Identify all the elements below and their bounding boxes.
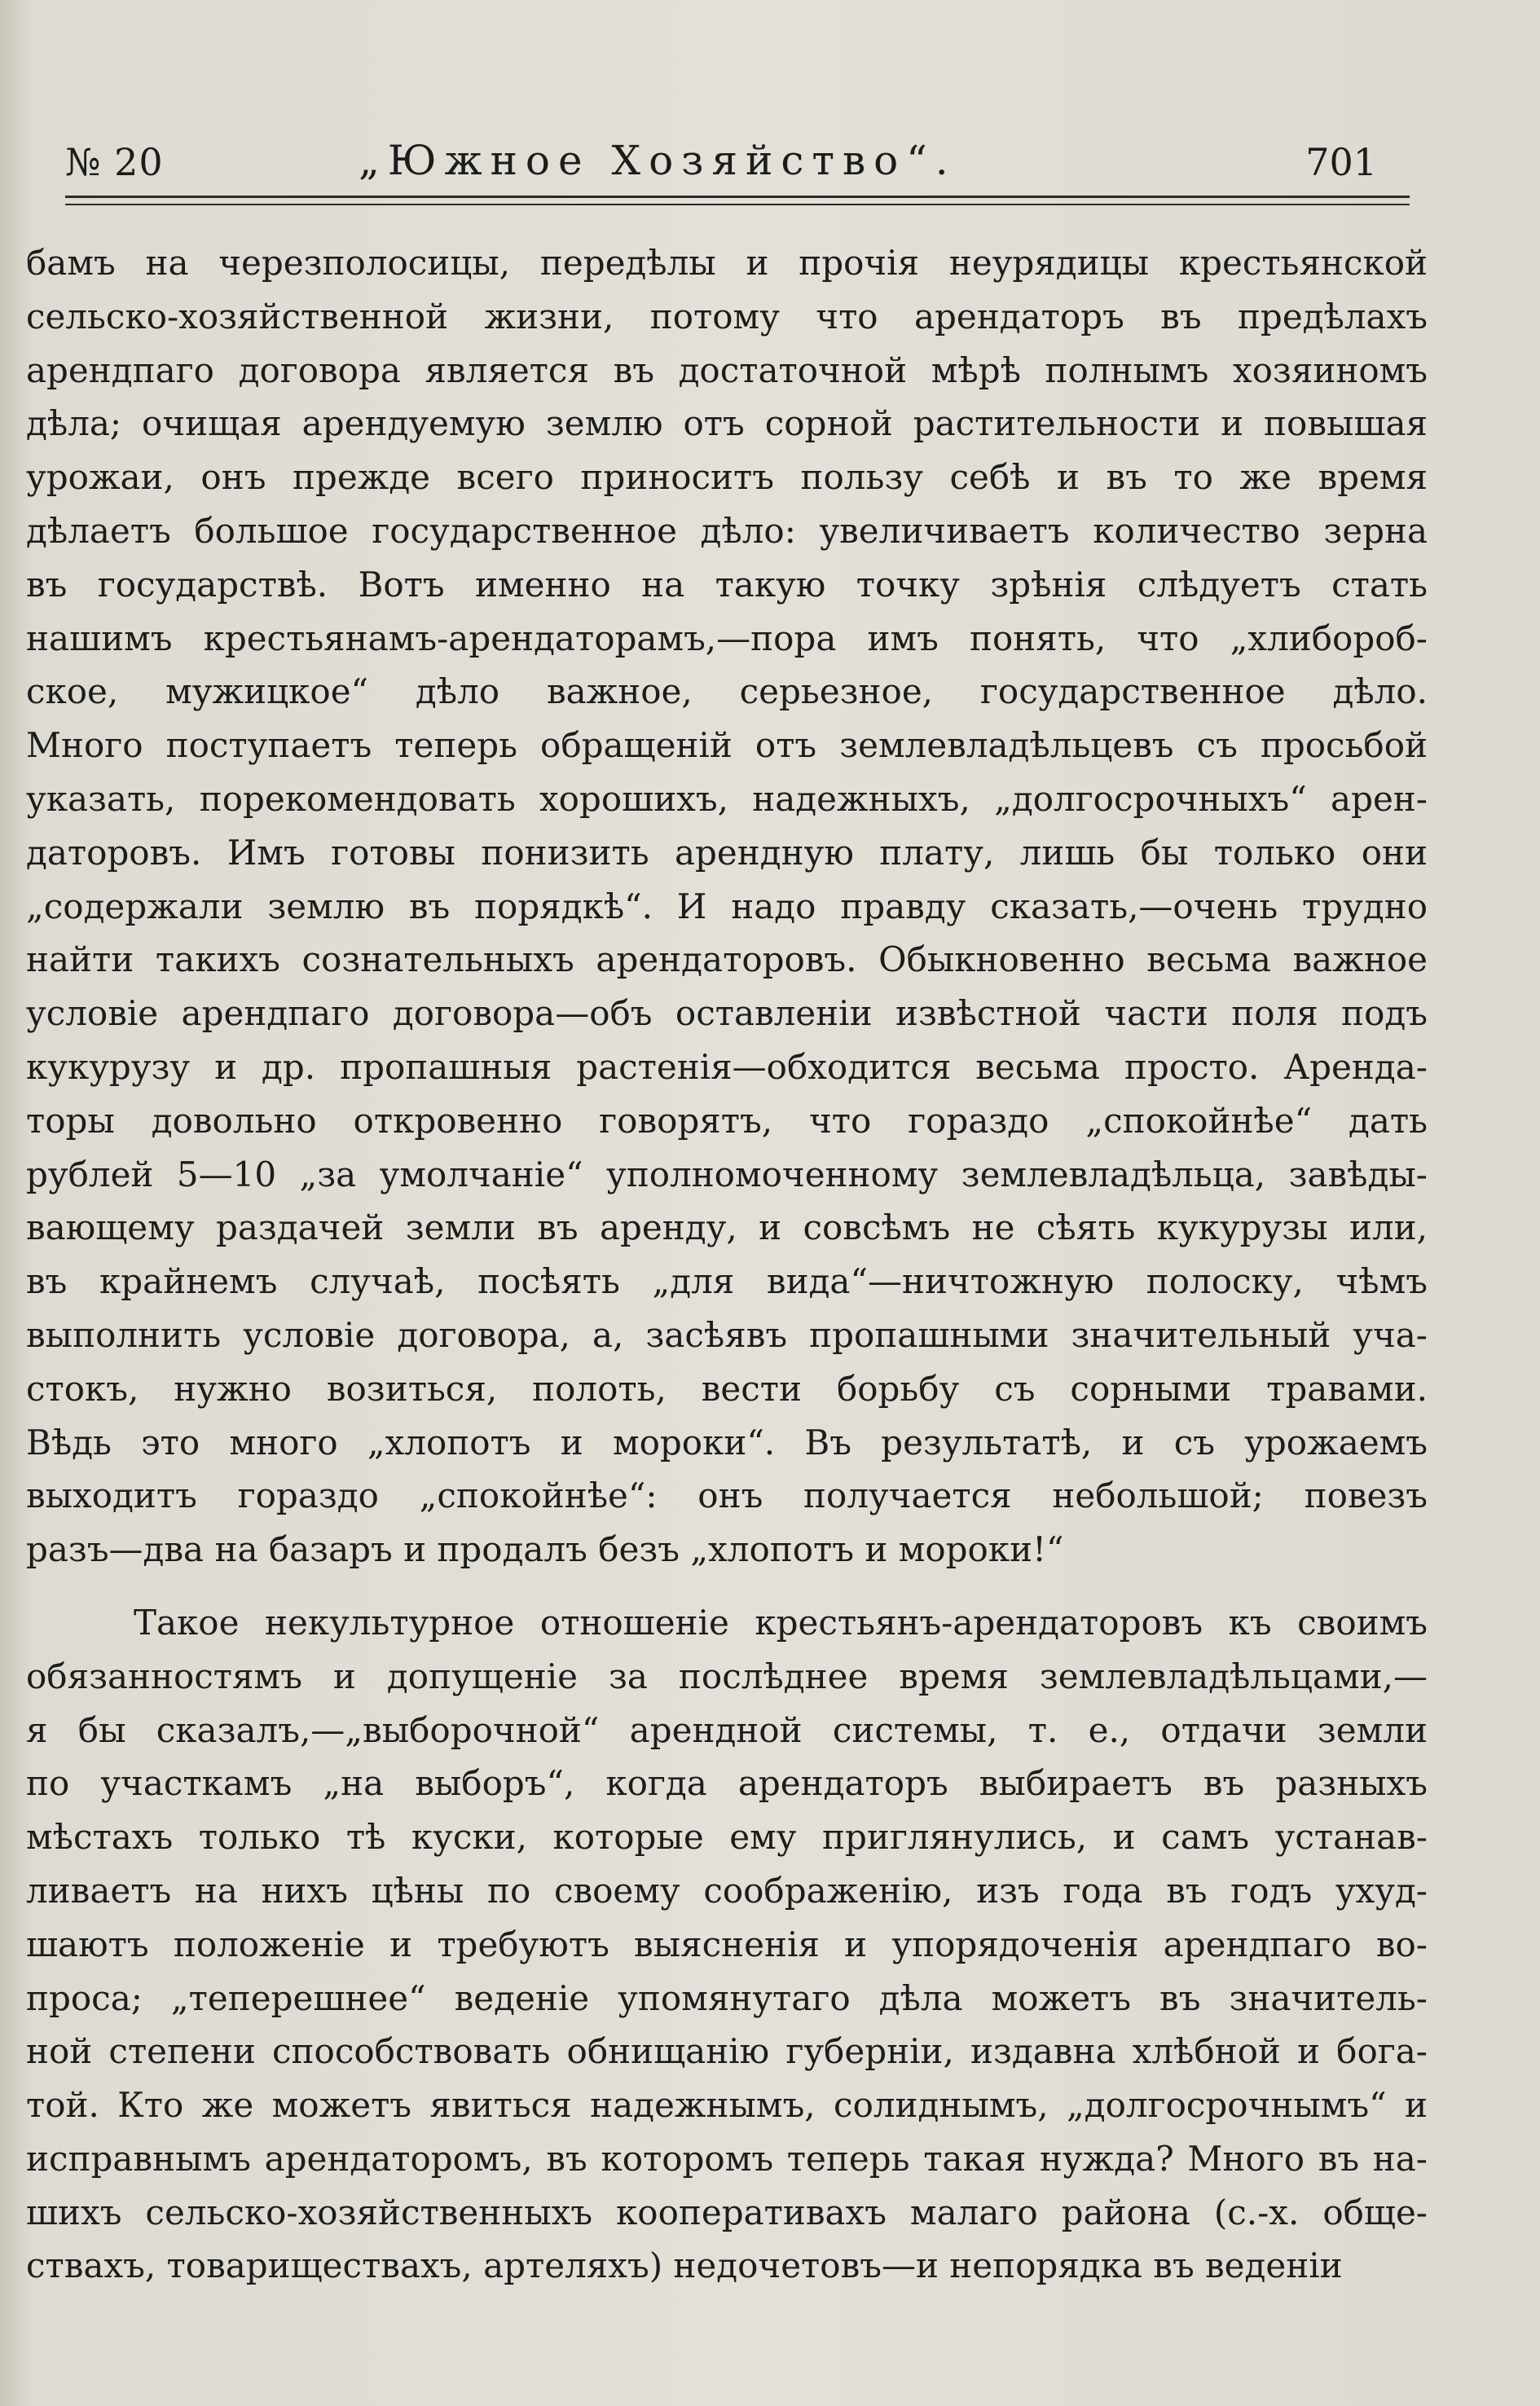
text-line: по участкамъ „на выборъ“, когда арендаторъ выбираетъ въ разныхъ — [26, 1763, 1428, 1804]
text-line: выполнить условіе договора, а, засѣявъ пропашными значительный уча- — [26, 1314, 1428, 1355]
text-line: дѣла; очищая арендуемую землю отъ сорной растительности и повышая — [26, 403, 1428, 444]
running-header — [65, 130, 1377, 187]
text-line: бамъ на черезполосицы, передѣлы и прочія неурядицы крестьянской — [26, 243, 1428, 283]
paragraph-gap — [26, 1577, 1428, 1596]
text-line: вающему раздачей земли въ аренду, и совсѣмъ не сѣять кукурузы или, — [26, 1207, 1428, 1248]
text-line: „содержали землю въ порядкѣ“. И надо правду сказать,—очень трудно — [26, 886, 1428, 926]
text-line: найти такихъ сознательныхъ арендаторовъ. Обыкновенно весьма важное — [26, 939, 1428, 980]
body-text — [26, 236, 1428, 2293]
header-rule-top — [65, 196, 1410, 198]
paragraph-1 — [26, 236, 1428, 1577]
text-line: ной степени способствовать обнищанію губерніи, издавна хлѣбной и бога- — [26, 2031, 1428, 2072]
page-number: 701 — [1305, 140, 1377, 184]
text-line: нашимъ крестьянамъ-арендаторамъ,—пора имъ понять, что „хлибороб- — [26, 618, 1428, 658]
journal-title: „Южное Хозяйство“. — [359, 137, 957, 184]
text-line: той. Кто же можетъ явиться надежнымъ, солиднымъ, „долгосрочнымъ“ и — [26, 2085, 1428, 2126]
paragraph-2 — [26, 1596, 1428, 2293]
text-line: ствахъ, товариществахъ, артеляхъ) недочетовъ—и непорядка въ веденіи — [26, 2245, 1343, 2286]
text-line: проса; „теперешнее“ веденіе упомянутаго дѣла можетъ въ значитель- — [26, 1977, 1428, 2018]
text-line: даторовъ. Имъ готовы понизить арендную плату, лишь бы только они — [26, 832, 1428, 873]
text-line: исправнымъ арендаторомъ, въ которомъ теперь такая нужда? Много въ на- — [26, 2138, 1428, 2179]
issue-number: № 20 — [65, 140, 164, 184]
text-line: выходитъ гораздо „спокойнѣе“: онъ получается небольшой; повезъ — [26, 1476, 1428, 1516]
text-line: ское, мужицкое“ дѣло важное, серьезное, государственное дѣло. — [26, 671, 1428, 712]
text-line: рублей 5—10 „за умолчаніе“ уполномоченному землевладѣльца, завѣды- — [26, 1154, 1428, 1194]
text-line: кукурузу и др. пропашныя растенія—обходится весьма просто. Аренда- — [26, 1046, 1428, 1087]
text-line: обязанностямъ и допущеніе за послѣднее время землевладѣльцами,— — [26, 1656, 1428, 1696]
text-line: арендпаго договора является въ достаточной мѣрѣ полнымъ хозяиномъ — [26, 350, 1428, 390]
text-line: мѣстахъ только тѣ куски, которые ему приглянулись, и самъ устанав- — [26, 1817, 1428, 1858]
text-line: Много поступаетъ теперь обращеній отъ землевладѣльцевъ съ просьбой — [26, 725, 1428, 766]
text-line: Такое некультурное отношеніе крестьянъ-арендаторовъ къ своимъ — [134, 1602, 1428, 1643]
text-line: сельско-хозяйственной жизни, потому что арендаторъ въ предѣлахъ — [26, 296, 1428, 336]
text-line: стокъ, нужно возиться, полоть, вести борьбу съ сорными травами. — [26, 1368, 1428, 1409]
text-line: условіе арендпаго договора—объ оставленіи извѣстной части поля подъ — [26, 993, 1428, 1034]
text-line: Вѣдь это много „хлопотъ и мороки“. Въ результатѣ, и съ урожаемъ — [26, 1422, 1428, 1463]
text-line: дѣлаетъ большое государственное дѣло: увеличиваетъ количество зерна — [26, 510, 1428, 551]
text-line: торы довольно откровенно говорятъ, что гораздо „спокойнѣе“ дать — [26, 1100, 1428, 1141]
text-line: разъ—два на базаръ и продалъ безъ „хлопотъ и мороки!“ — [26, 1529, 1064, 1570]
text-line: въ крайнемъ случаѣ, посѣять „для вида“—ничтожную полоску, чѣмъ — [26, 1261, 1428, 1302]
text-line: въ государствѣ. Вотъ именно на такую точку зрѣнія слѣдуетъ стать — [26, 564, 1428, 605]
text-line: я бы сказалъ,—„выборочной“ арендной системы, т. е., отдачи земли — [26, 1709, 1428, 1750]
text-line: шихъ сельско-хозяйственныхъ кооперативахъ малаго района (с.-х. обще- — [26, 2192, 1428, 2232]
header-rule-bottom — [65, 204, 1410, 205]
text-line: урожаи, онъ прежде всего приноситъ пользу себѣ и въ то же время — [26, 457, 1428, 498]
text-line: ливаетъ на нихъ цѣны по своему соображенію, изъ года въ годъ ухуд- — [26, 1870, 1428, 1911]
text-line: указать, порекомендовать хорошихъ, надежныхъ, „долгосрочныхъ“ арен- — [26, 778, 1428, 819]
text-line: шаютъ положеніе и требуютъ выясненія и упорядоченія арендпаго во- — [26, 1924, 1428, 1964]
